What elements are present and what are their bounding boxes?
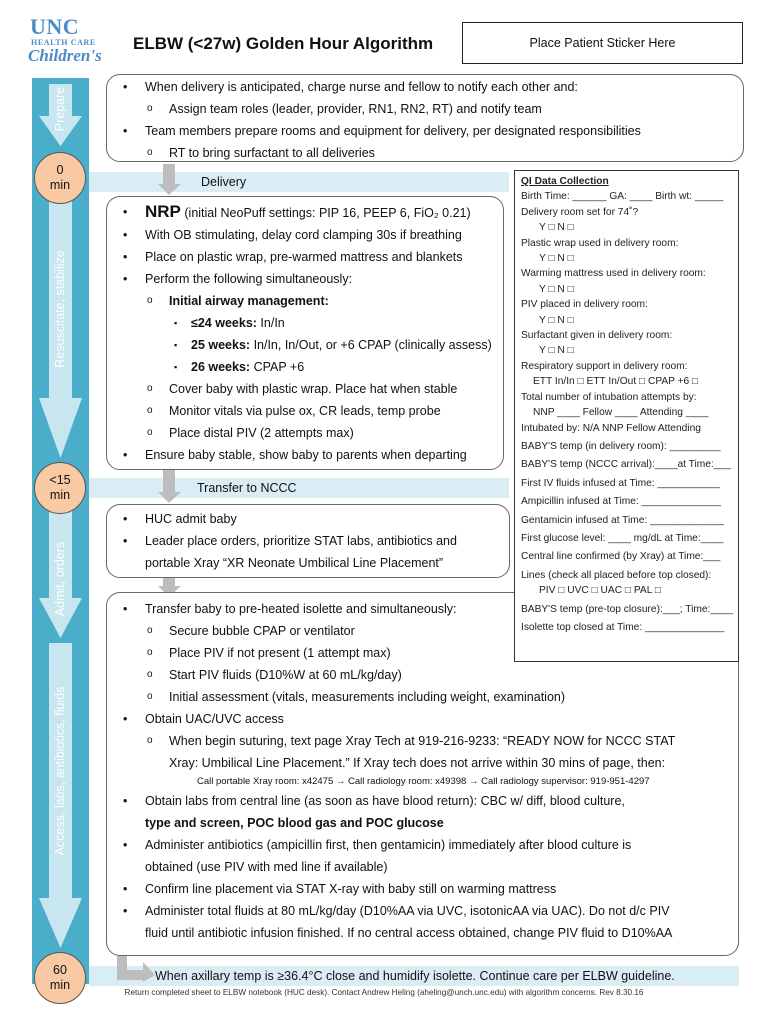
qi-heading: QI Data Collection <box>521 176 609 187</box>
qi-checkbox-row[interactable]: Y □ N □ <box>539 345 574 357</box>
list-item: o Assign team roles (leader, provider, RN1, RN2, RT) and notify team <box>107 98 743 120</box>
list-item-continued: type and screen, POC blood gas and POC glucose <box>145 816 444 830</box>
qi-field: Respiratory support in delivery room: <box>521 360 688 372</box>
time-unit: min <box>49 488 71 502</box>
list-item: o RT to bring surfactant to all deliveries <box>107 142 743 164</box>
nrp-heading: NRP <box>145 202 181 221</box>
qi-field[interactable]: First IV fluids infused at Time: ___________ <box>521 477 720 489</box>
band-final-label: When axillary temp is ≥36.4°C close and humidify isolette. Continue care per ELBW guideline. <box>155 969 675 983</box>
qi-field: Delivery room set for 74˚? <box>521 206 639 218</box>
list-item: o Place PIV if not present (1 attempt max) <box>107 642 738 664</box>
admit-box <box>106 504 510 578</box>
qi-checkbox-row[interactable]: Y □ N □ <box>539 314 574 326</box>
list-item: • When delivery is anticipated, charge nurse and fellow to notify each other and: <box>107 76 743 98</box>
band-transfer <box>89 478 509 498</box>
phone-chain: Call portable Xray room: x42475 → Call radiology room: x49398 → Call radiology supervisor: 919-951-4297 <box>197 776 650 787</box>
list-item: • NRP (initial NeoPuff settings: PIP 16, PEEP 6, FiO₂ 0.21) <box>107 201 503 224</box>
qi-field: Total number of intubation attempts by: <box>521 391 697 403</box>
qi-field[interactable]: Isolette top closed at Time: ______________ <box>521 621 725 633</box>
qi-field[interactable]: NNP ____ Fellow ____ Attending ____ <box>533 407 709 419</box>
list-item: • Place on plastic wrap, pre-warmed mattress and blankets <box>107 246 503 268</box>
qi-field: Plastic wrap used in delivery room: <box>521 237 679 249</box>
list-item: o When begin suturing, text page Xray Tech at 919-216-9233: “READY NOW for NCCC STAT <box>107 730 738 752</box>
down-arrow-icon <box>158 470 182 504</box>
qi-field: Surfactant given in delivery room: <box>521 330 673 342</box>
qi-field[interactable]: BABY'S temp (in delivery room): _________ <box>521 440 721 452</box>
qi-field: Warming mattress used in delivery room: <box>521 268 706 280</box>
band-final <box>89 966 739 986</box>
footer-note: Return completed sheet to ELBW notebook (HUC desk). Contact Andrew Heling (aheling@unch.unc.edu) with algorithm concerns. Rev 8.30.16 <box>124 988 644 997</box>
right-arrow-icon <box>113 956 157 982</box>
time-value: 0 <box>56 163 64 177</box>
qi-field[interactable]: BABY'S temp (NCCC arrival):____at Time:___ <box>521 459 731 471</box>
list-item: • Obtain UAC/UVC access <box>107 708 738 730</box>
qi-field[interactable]: BABY'S temp (pre-top closure):___; Time:____ <box>521 603 734 615</box>
logo-unc: UNC <box>30 14 80 39</box>
list-item: o Start PIV fluids (D10%W at 60 mL/kg/day) <box>107 664 738 686</box>
qi-checkbox-row[interactable]: PIV □ UVC □ UAC □ PAL □ <box>539 585 661 597</box>
list-item: • Administer antibiotics (ampicillin first, then gentamicin) immediately after blood culture is <box>107 834 738 856</box>
list-item: • Ensure baby stable, show baby to parents when departing <box>107 444 503 466</box>
prepare-box <box>106 74 744 162</box>
down-arrow-icon <box>158 164 182 196</box>
list-item: o Secure bubble CPAP or ventilator <box>107 620 738 642</box>
list-item: o Initial assessment (vitals, measurements including weight, examination) <box>107 686 738 708</box>
list-item: ▪ 25 weeks: In/In, In/Out, or +6 CPAP (clinically assess) <box>107 334 503 356</box>
list-item: • Confirm line placement via STAT X-ray with baby still on warming mattress <box>107 878 738 900</box>
band-transfer-label: Transfer to NCCC <box>197 481 297 495</box>
phase-access: Access, labs, antibiotics, fluids <box>53 686 67 856</box>
list-item: • Leader place orders, prioritize STAT labs, antibiotics and <box>107 530 509 552</box>
time-unit: min <box>49 978 71 992</box>
time-value: 60 <box>53 963 67 977</box>
band-delivery <box>89 172 509 192</box>
list-item-continued: Xray: Umbilical Line Placement.” If Xray tech does not arrive within 30 mins of page, then: <box>169 756 666 770</box>
list-item: • Administer total fluids at 80 mL/kg/day (D10%AA via UVC, isotonicAA via UAC). Do not d/c PIV <box>107 900 738 922</box>
time-unit: min <box>49 178 71 192</box>
phase-prepare: Prepare <box>53 86 67 132</box>
list-item: • Team members prepare rooms and equipment for delivery, per designated responsibilities <box>107 120 743 142</box>
qi-field: Lines (check all placed before top closed): <box>521 569 712 581</box>
qi-field[interactable]: Birth Time: ______ GA: ____ Birth wt: _____ <box>521 191 724 203</box>
list-item: • Obtain labs from central line (as soon as have blood return): CBC w/ diff, blood culture, <box>107 790 738 812</box>
phase-admit: Admit, orders <box>53 541 67 617</box>
qi-checkbox-row[interactable]: ETT In/In □ ETT In/Out □ CPAP +6 □ <box>533 376 699 388</box>
list-item-continued: obtained (use PIV with med line if available) <box>145 860 388 874</box>
qi-checkbox-row[interactable]: Y □ N □ <box>539 222 574 234</box>
list-item: o Initial airway management: <box>107 290 503 312</box>
list-item: o Monitor vitals via pulse ox, CR leads, temp probe <box>107 400 503 422</box>
resuscitate-box <box>106 196 504 470</box>
phase-resuscitate: Resuscitate, stabilize <box>53 250 67 368</box>
qi-checkbox-row[interactable]: Y □ N □ <box>539 253 574 265</box>
qi-field[interactable]: First glucose level: ____ mg/dL at Time:____ <box>521 532 724 544</box>
list-item: o Cover baby with plastic wrap. Place hat when stable <box>107 378 503 400</box>
band-delivery-label: Delivery <box>201 175 247 189</box>
list-item: o Place distal PIV (2 attempts max) <box>107 422 503 444</box>
qi-field[interactable]: Central line confirmed (by Xray) at Time:___ <box>521 551 721 563</box>
list-item: • Transfer baby to pre-heated isolette and simultaneously: <box>107 598 738 620</box>
time-marker-15 <box>34 462 86 514</box>
time-marker-0 <box>34 152 86 204</box>
qi-field[interactable]: Intubated by: N/A NNP Fellow Attending <box>521 422 701 434</box>
page-title: ELBW (<27w) Golden Hour Algorithm <box>133 34 434 53</box>
list-item: • Perform the following simultaneously: <box>107 268 503 290</box>
list-item: • HUC admit baby <box>107 508 509 530</box>
list-item-continued: fluid until antibiotic infusion finished. If no central access obtained, change PIV fluid to D10%AA <box>145 926 673 940</box>
time-value: <15 <box>49 473 71 487</box>
qi-field[interactable]: Gentamicin infused at Time: _____________ <box>521 514 724 526</box>
qi-checkbox-row[interactable]: Y □ N □ <box>539 283 574 295</box>
list-item: ▪ ≤24 weeks: In/In <box>107 312 503 334</box>
logo-health-care: HEALTH CARE <box>31 38 96 47</box>
logo-childrens: Children's <box>28 46 102 65</box>
qi-field[interactable]: Ampicillin infused at Time: ______________ <box>521 496 721 508</box>
qi-field: PIV placed in delivery room: <box>521 299 648 311</box>
sticker-label: Place Patient Sticker Here <box>529 36 676 50</box>
patient-sticker-box <box>462 22 743 64</box>
qi-data-collection-panel <box>514 170 739 662</box>
list-item: • With OB stimulating, delay cord clamping 30s if breathing <box>107 224 503 246</box>
list-item: ▪ 26 weeks: CPAP +6 <box>107 356 503 378</box>
list-item-continued: portable Xray “XR Neonate Umbilical Line Placement” <box>145 556 444 570</box>
